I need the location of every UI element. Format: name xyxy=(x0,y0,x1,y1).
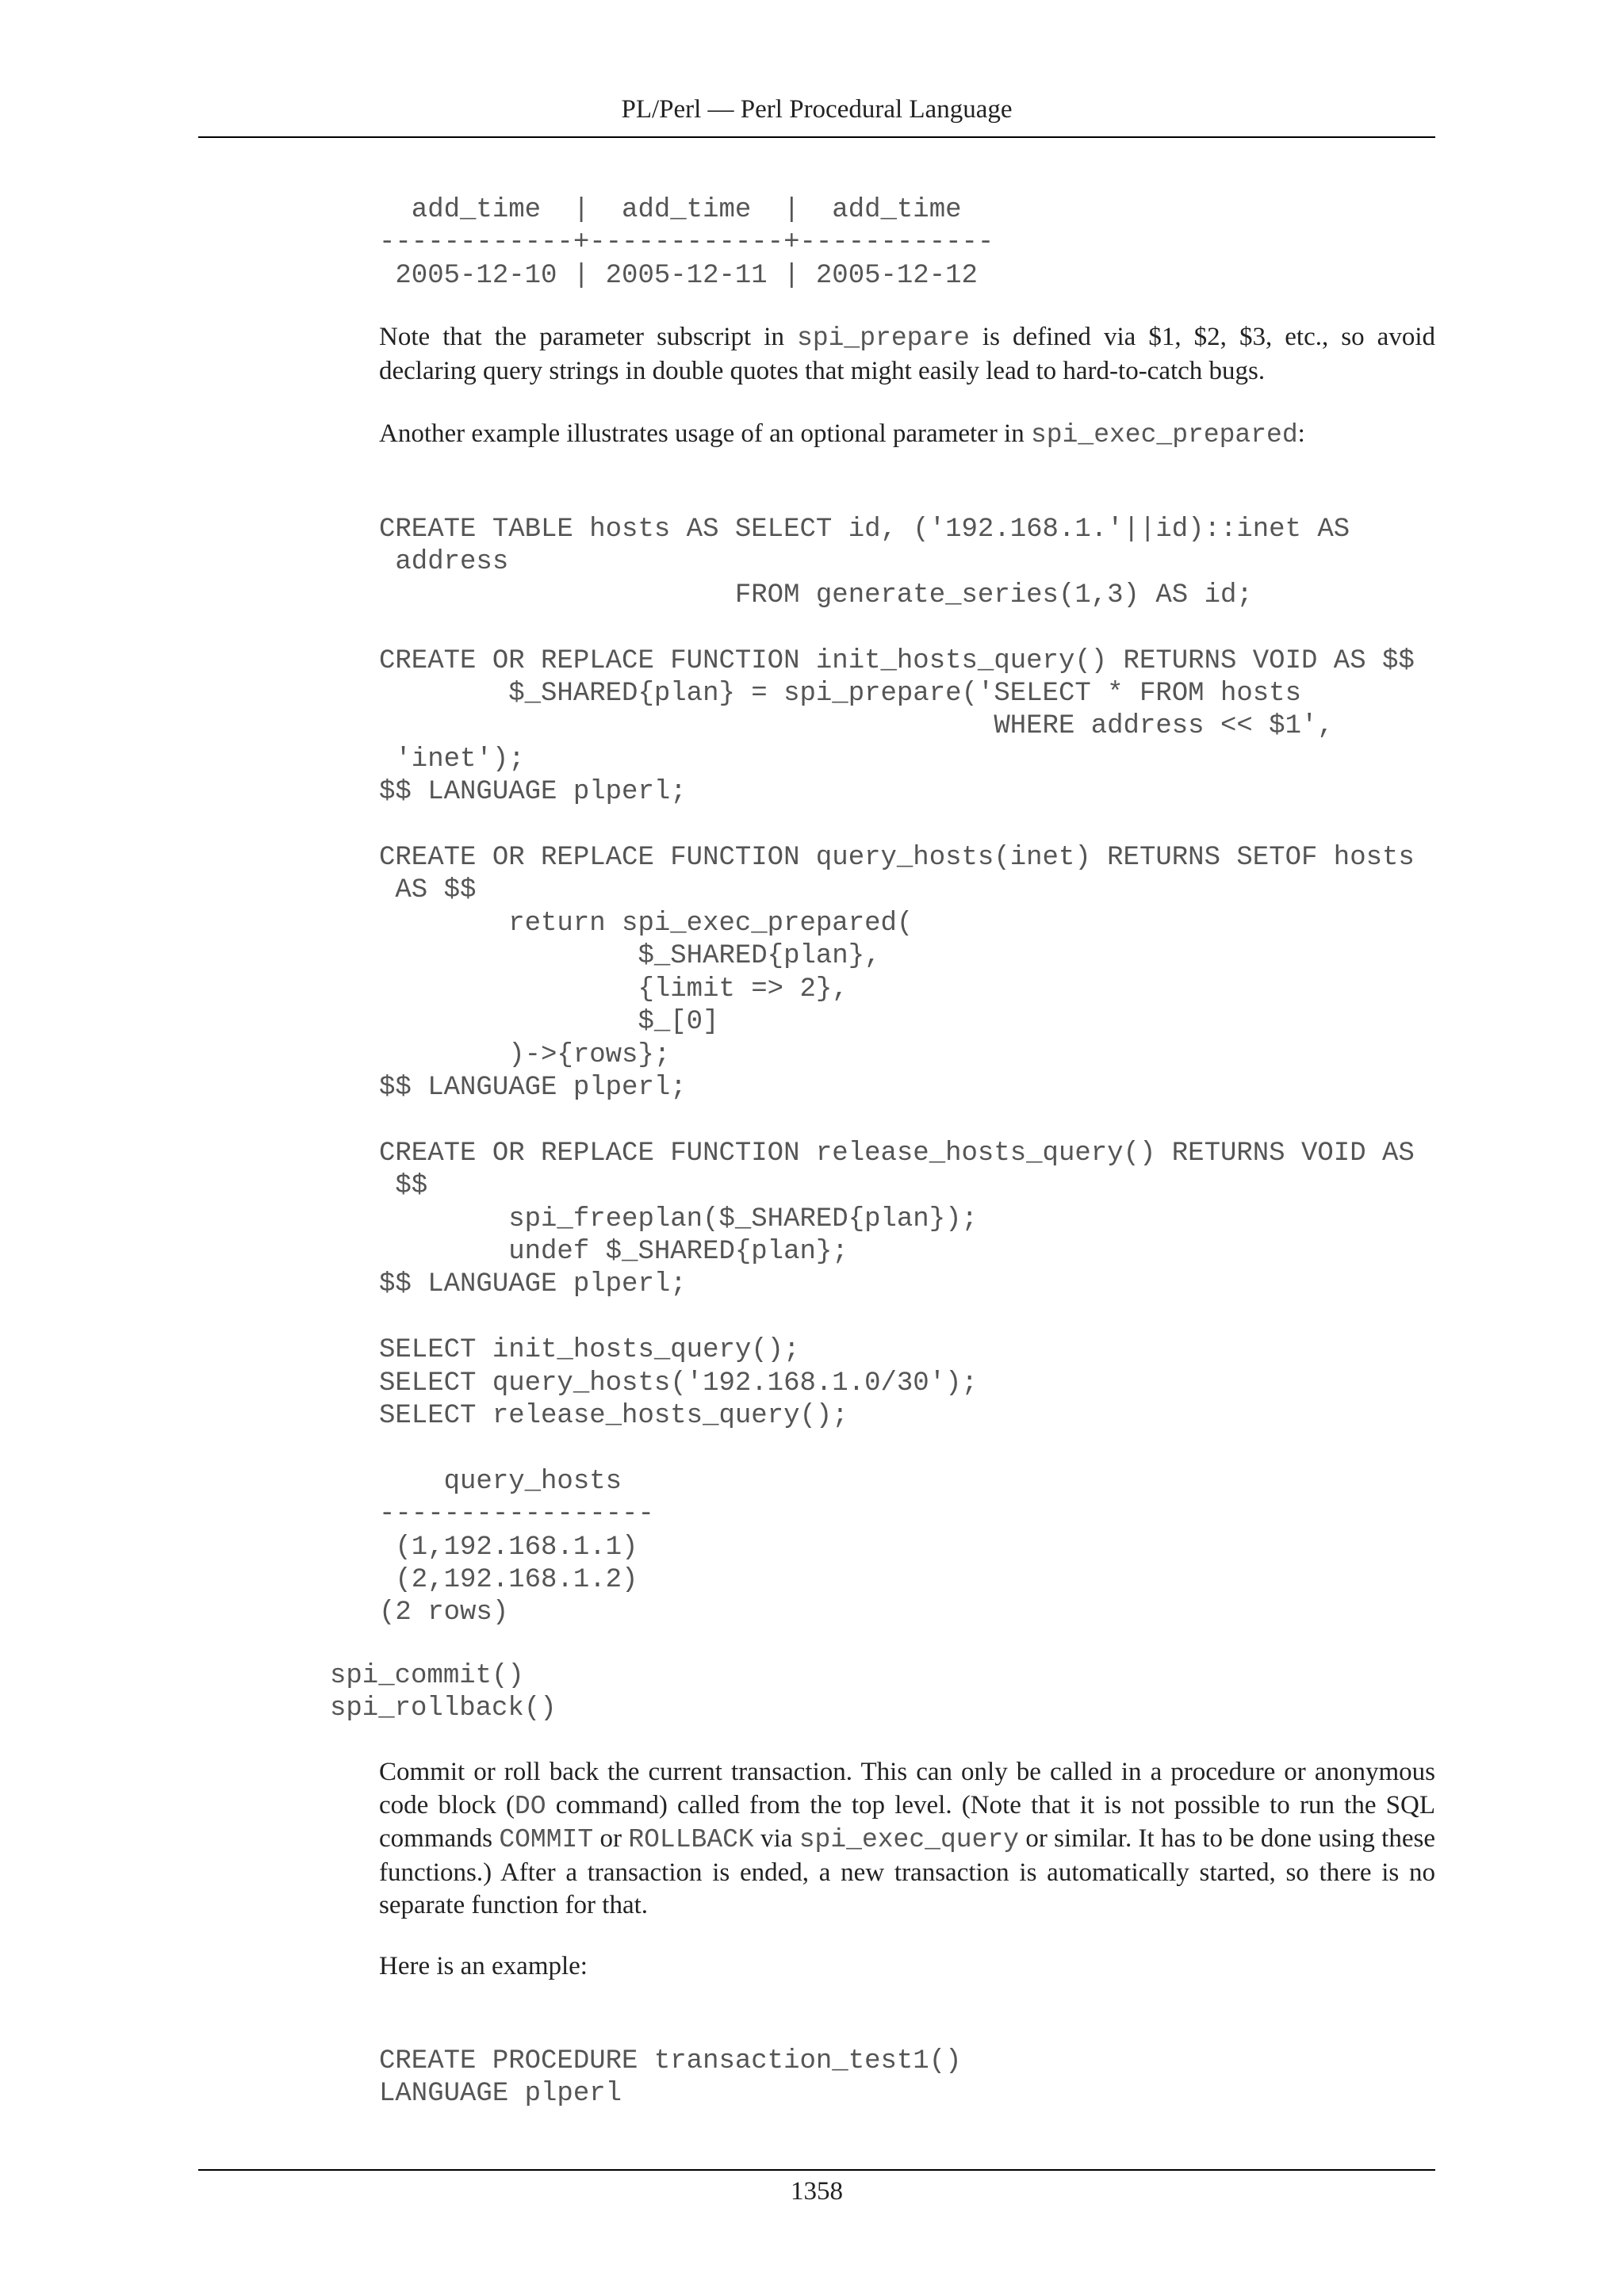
paragraph-another-example xyxy=(379,418,1435,452)
inline-code-rollback: ROLLBACK xyxy=(628,1825,754,1854)
code-block-hosts-example: CREATE TABLE hosts AS SELECT id, ('192.168.1.'||id)::inet AS address FROM generate_series(1,3) AS id; CREATE OR REPLACE FUNCTION init_hosts_query() RETURNS VOID AS $$ $_SHARED{plan} = spi_prepare('SELECT * FROM hosts WHERE address << $1', 'inet'); $$ LANGUAGE plperl; CREATE OR REPLACE FUNCTION query_hosts(inet) RETURNS SETOF hosts AS $$ return spi_exec_prepared( $_SHARED{plan}, {limit => 2}, $_[0] )->{rows}; $$ LANGUAGE plperl; CREATE OR REPLACE FUNCTION release_hosts_query() RETURNS VOID AS $$ spi_freeplan($_SHARED{plan}); undef $_SHARED{plan}; $$ LANGUAGE plperl; SELECT init_hosts_query(); SELECT query_hosts('192.168.1.0/30'); SELECT release_hosts_query(); query_hosts ----------------- (1,192.168.1.1) (2,192.168.1.2) (2 rows) xyxy=(379,515,1415,1628)
inline-code-commit: COMMIT xyxy=(499,1825,594,1854)
text-segment: command) called from the top level. (Note that it is not possible to run the SQL commands xyxy=(379,1790,1435,1853)
inline-code-spi-exec-prepared: spi_exec_prepared xyxy=(1030,420,1298,450)
paragraph-commit-rollback xyxy=(379,1756,1435,1923)
text-segment: Note that the parameter subscript in xyxy=(379,323,798,351)
text-segment: or similar. It has to be done using these functions.) After a transaction is ended, a new transaction is automatically started, so there is no separate function for that. xyxy=(379,1824,1435,1919)
function-term-spi-commit: spi_commit() xyxy=(330,1661,524,1691)
text-segment: via xyxy=(753,1824,799,1853)
paragraph-here-is-example: Here is an example: xyxy=(379,1952,588,1980)
result-table-add-time: add_time | add_time | add_time ------------+------------+------------ 2005-12-10 | 2005-12-11 | 2005-12-12 xyxy=(379,195,994,291)
text-segment: or xyxy=(593,1824,629,1853)
inline-code-do: DO xyxy=(514,1791,546,1821)
inline-code-spi-prepare: spi_prepare xyxy=(797,323,970,353)
footer-rule xyxy=(198,2169,1435,2171)
running-header-title: PL/Perl — Perl Procedural Language xyxy=(621,95,1013,124)
text-segment: Another example illustrates usage of an optional parameter in xyxy=(379,419,1031,448)
text-segment: : xyxy=(1297,419,1305,448)
inline-code-spi-exec-query: spi_exec_query xyxy=(799,1825,1019,1854)
text-segment: Commit or roll back the current transaction. This can only be called in a procedure or anonymous code block ( xyxy=(379,1758,1435,1820)
page-number: 1358 xyxy=(791,2177,843,2206)
code-block-transaction-example: CREATE PROCEDURE transaction_test1() LANGUAGE plperl xyxy=(379,2046,962,2110)
function-term-spi-rollback: spi_rollback() xyxy=(330,1693,557,1724)
text-segment: is defined via $1, $2, $3, etc., so avoid declaring query strings in double quotes that might easily lead to hard-to-catch bugs. xyxy=(379,323,1435,385)
paragraph-note xyxy=(379,321,1435,388)
header-rule xyxy=(198,136,1435,138)
